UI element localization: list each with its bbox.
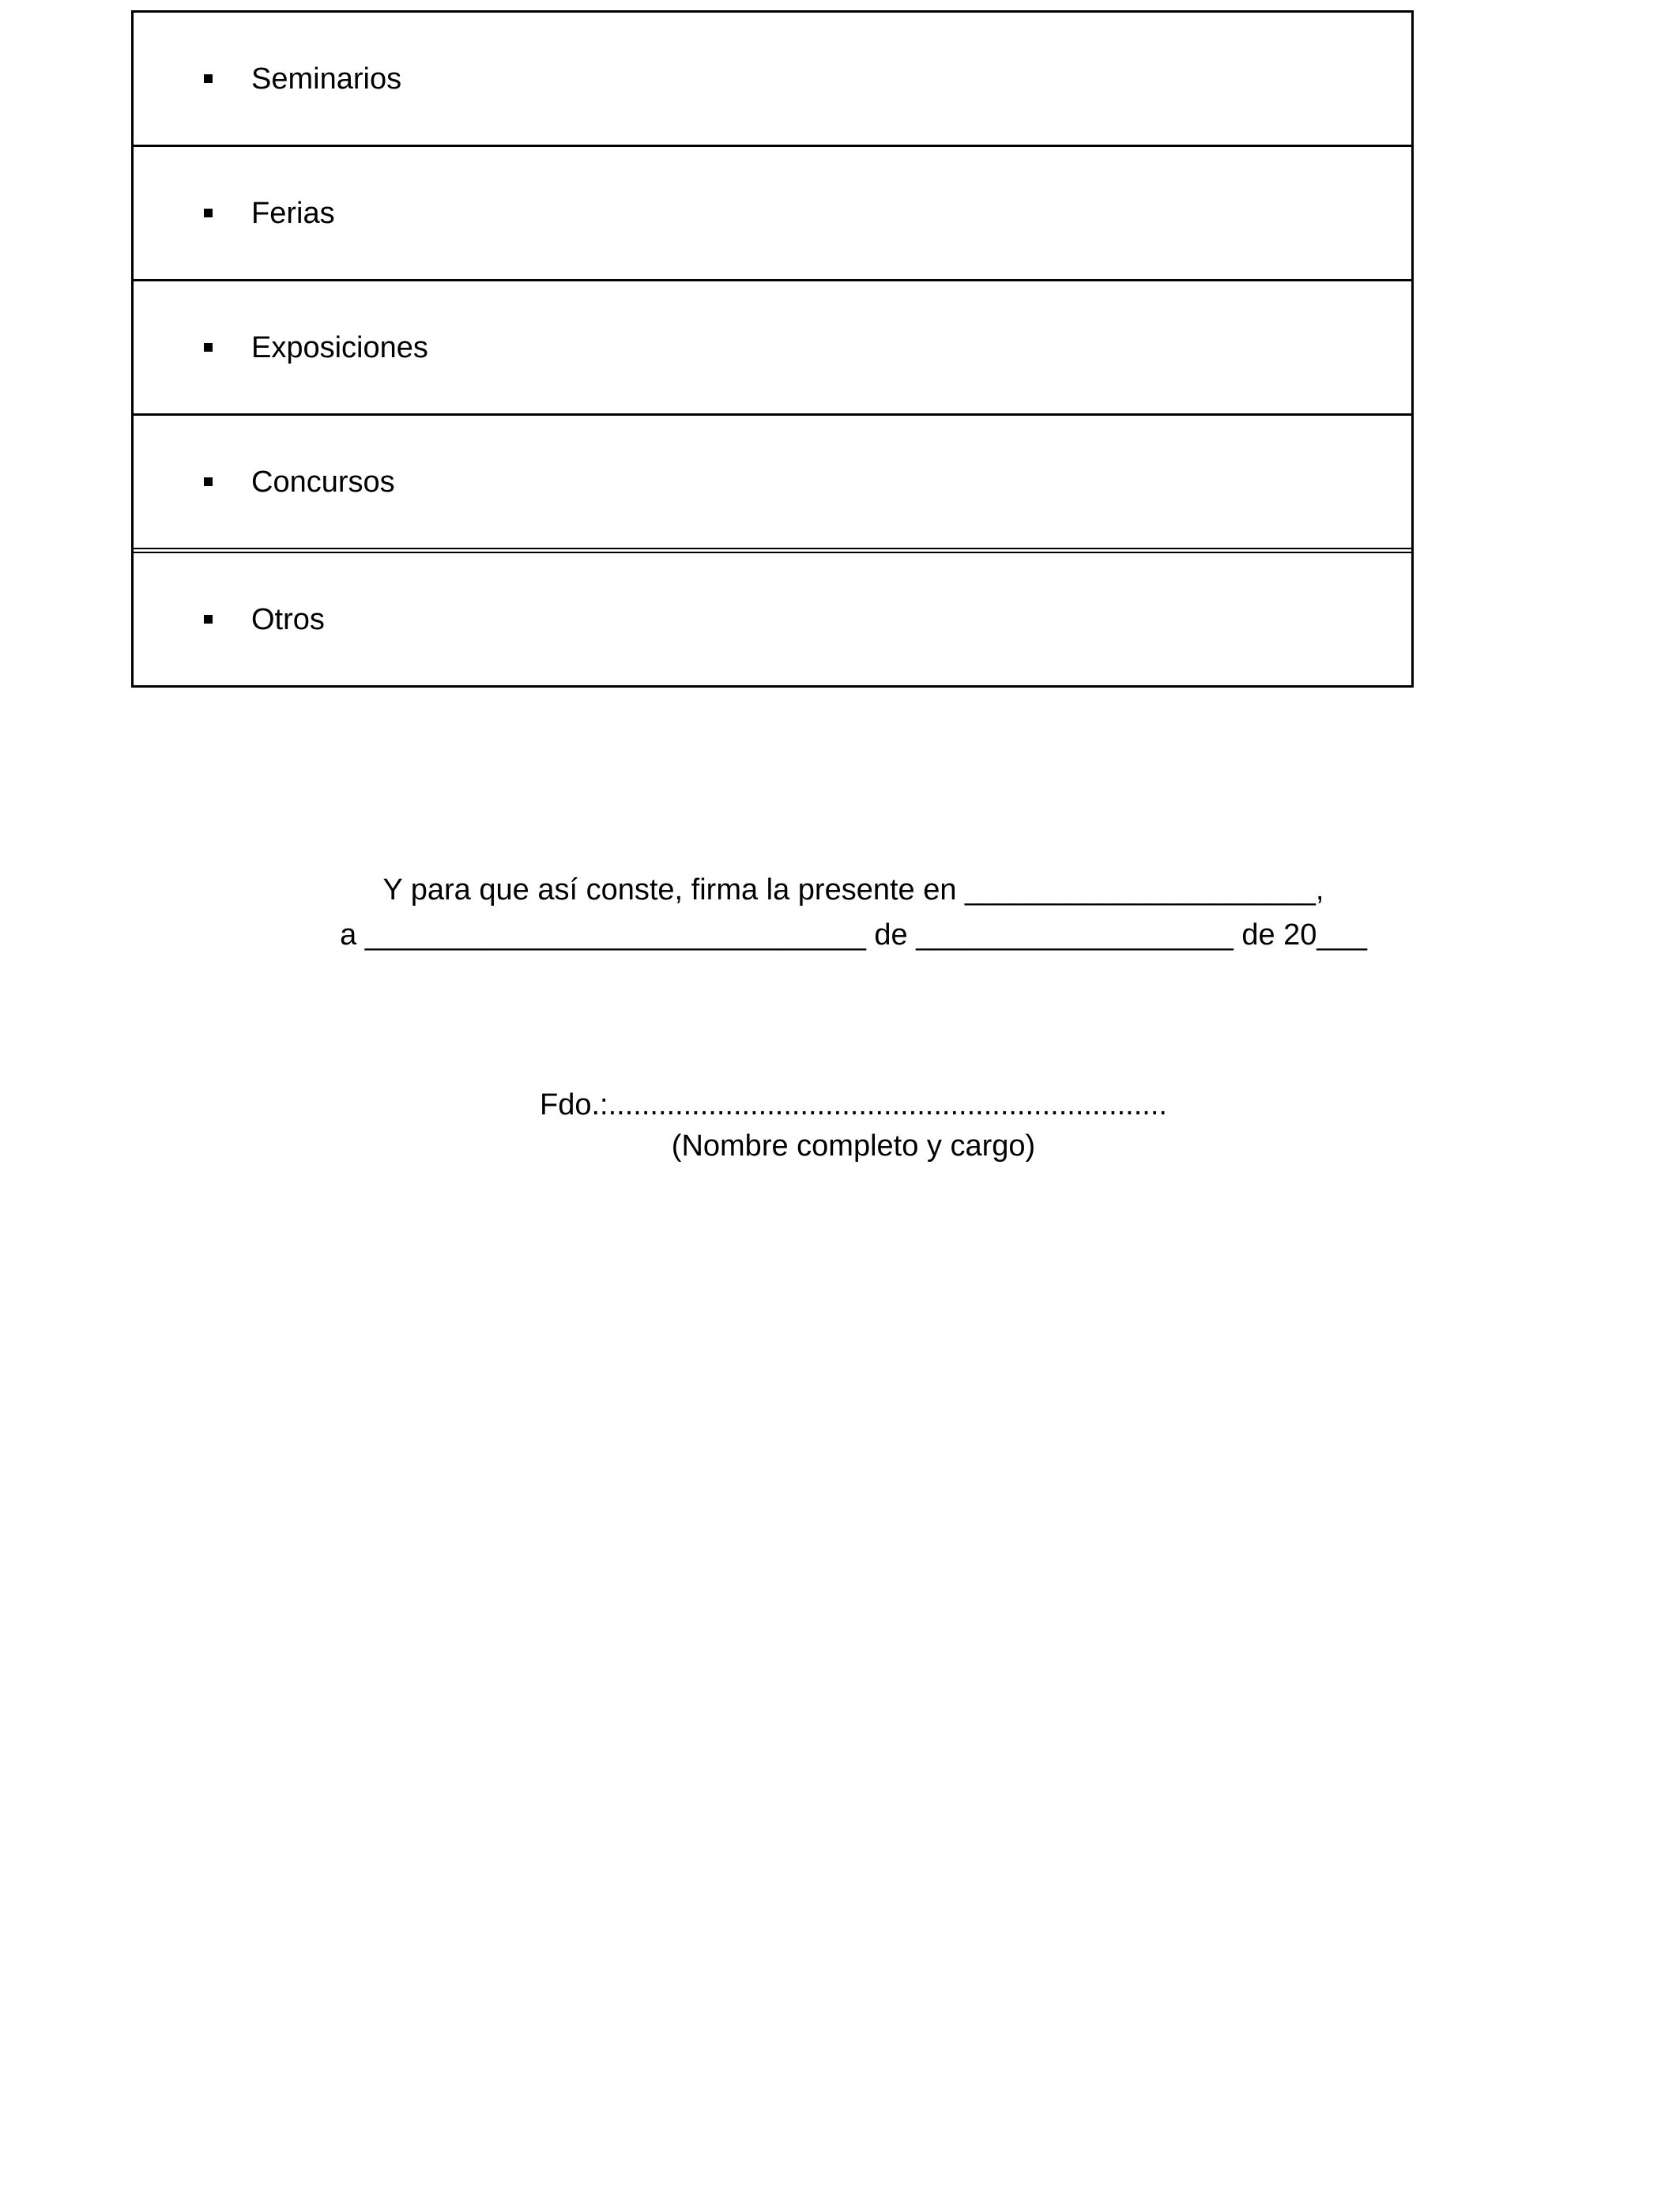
signature-block bbox=[316, 1084, 1391, 1167]
table-row bbox=[134, 281, 1411, 416]
table-row bbox=[134, 147, 1411, 281]
table-row bbox=[134, 548, 1411, 685]
table-row bbox=[134, 13, 1411, 147]
table-row-label: Ferias bbox=[251, 196, 335, 230]
square-bullet-icon bbox=[204, 477, 213, 486]
table-row-label: Seminarios bbox=[251, 62, 402, 96]
activities-table-rows bbox=[134, 13, 1411, 685]
signature-name-caption: (Nombre completo y cargo) bbox=[671, 1129, 1036, 1163]
table-row-label: Exposiciones bbox=[251, 330, 428, 364]
signature-fdo-line: Fdo.:................................................................... bbox=[540, 1088, 1167, 1122]
square-bullet-icon bbox=[204, 343, 213, 352]
table-row-label: Concursos bbox=[251, 465, 395, 499]
square-bullet-icon bbox=[204, 209, 213, 217]
table-row bbox=[134, 416, 1411, 548]
square-bullet-icon bbox=[204, 74, 213, 83]
closing-line-1: Y para que así conste, firma la presente en _____________________, bbox=[382, 873, 1324, 907]
table-row-label: Otros bbox=[251, 602, 325, 636]
activities-table bbox=[131, 10, 1414, 688]
square-bullet-icon bbox=[204, 615, 213, 624]
closing-paragraph bbox=[316, 868, 1391, 958]
closing-line-2: a ______________________________ de ___________________ de 20___ bbox=[340, 918, 1367, 952]
